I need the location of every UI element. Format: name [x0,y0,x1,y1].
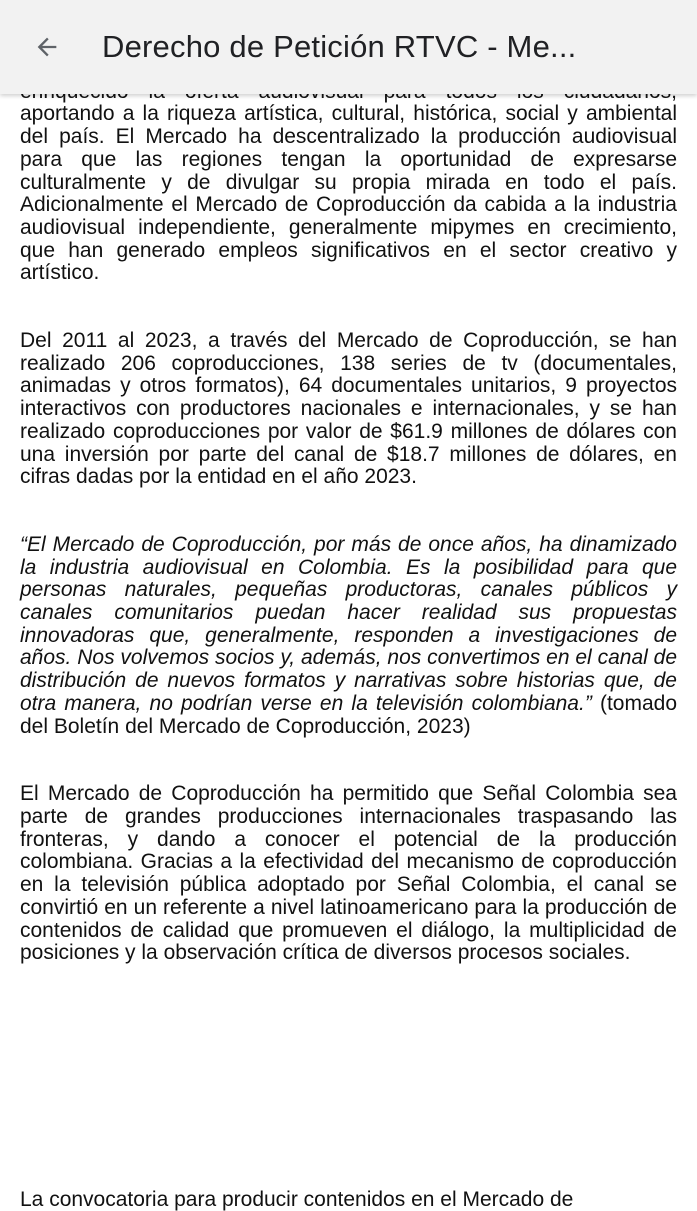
page-title: Derecho de Petición RTVC - Me... [102,29,577,64]
paragraph-3 [20,534,677,738]
app-header [0,0,697,94]
quote-source: (tomado del Boletín del Mercado de Coproducción, 2023) [20,691,677,738]
paragraph-1: aportando a la riqueza artística, cultural, histórica, social y ambiental del país. El Mercado ha descentralizado la producción audiovisual para que las regiones tengan la oportunidad de expresarse culturalmente y de divulgar su propia mirada en todo el país. Adicionalmente el Mercado de Coproducción da cabida a la industria audiovisual independiente, generalmente mipymes en crecimiento, que han generado empleos significativos en el sector creativo y artístico. [20,102,677,285]
arrow-back-icon [33,33,61,61]
quote-text: “El Mercado de Coproducción, por más de once años, ha dinamizado la industria audiovisual en Colombia. Es la posibilidad para que personas naturales, pequeñas productoras, canales públicos y canales comunitarios puedan hacer realidad sus propuestas innovadoras que, generalmente, responden a investigaciones de años. Nos volvemos socios y, además, nos convertimos en el canal de distribución de nuevos formatos y narrativas sobre historias que, de otra manera, no podrían verse en la televisión colombiana.” [20,532,677,715]
paragraph-4: El Mercado de Coproducción ha permitido que Señal Colombia sea parte de grandes producciones internacionales traspasando las fronteras, y dando a conocer el potencial de la producción colombiana. Gracias a la efectividad del mecanismo de coproducción en la televisión pública adoptado por Señal Colombia, el canal se convirtió en un referente a nivel latinoamericano para la producción de contenidos de calidad que promueven el diálogo, la multiplicidad de posiciones y la observación crítica de diversos procesos sociales. [20,782,677,965]
paragraph-2: Del 2011 al 2023, a través del Mercado de Coproducción, se han realizado 206 coproducciones, 138 series de tv (documentales, animadas y otros formatos), 64 documentales unitarios, 9 proyectos interactivos con productores nacionales e internacionales, y se han realizado coproducciones por valor de $61.9 millones de dólares con una inversión por parte del canal de $18.7 millones de dólares, en cifras dadas por la entidad en el año 2023. [20,329,677,489]
back-button[interactable] [25,25,69,69]
paragraph-partial-bottom: La convocatoria para producir contenidos en el Mercado de [20,1188,574,1211]
document-body [20,58,677,965]
